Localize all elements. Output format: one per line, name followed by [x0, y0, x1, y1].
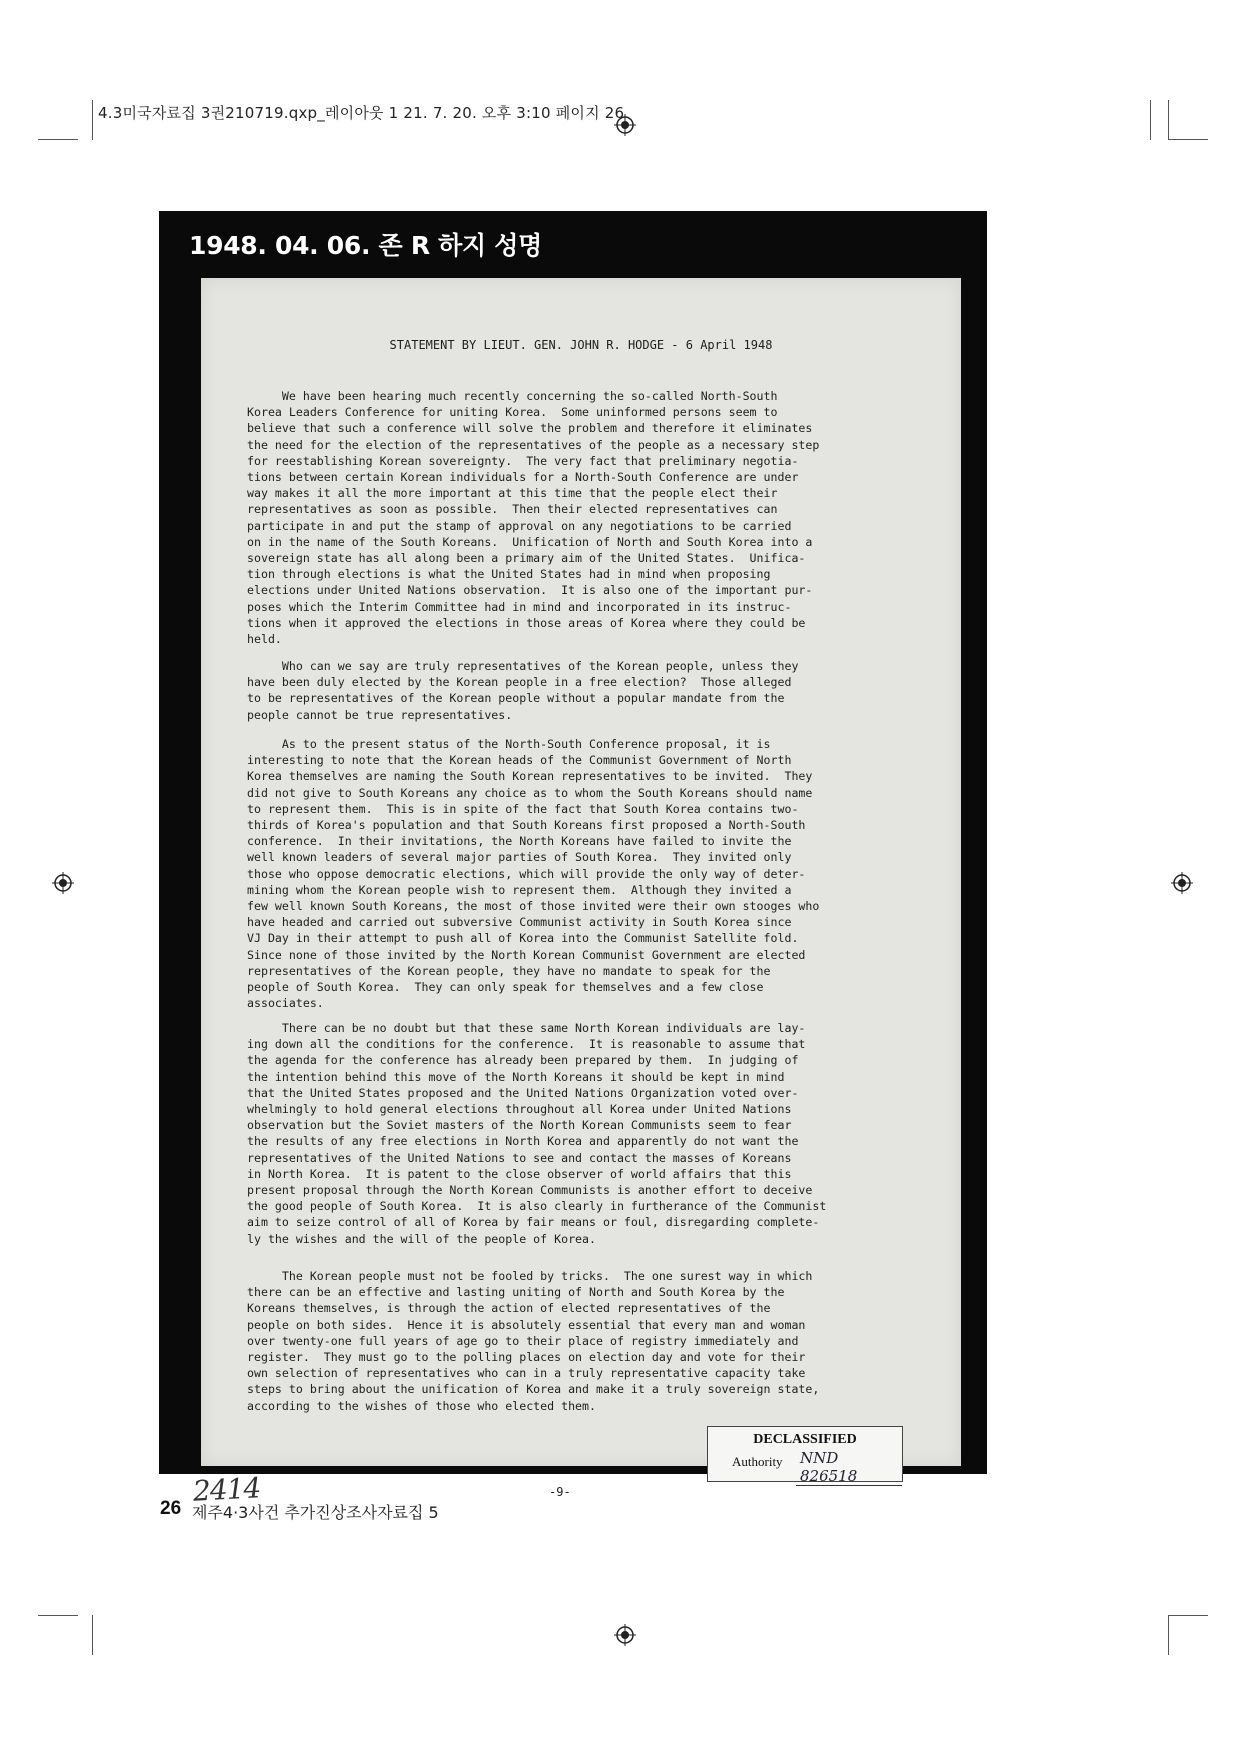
- stamp-authority-value: NND 826518: [796, 1449, 902, 1486]
- frame-title: 1948. 04. 06. 존 R 하지 성명: [189, 231, 542, 260]
- crop-mark-top-left-v: [92, 100, 93, 140]
- scanned-document: [192, 278, 961, 1508]
- declassified-stamp: [707, 1426, 903, 1485]
- crop-mark-bottom-right-h: [1168, 1615, 1208, 1616]
- crop-mark-top-right-v: [1150, 100, 1151, 140]
- paragraph-1: We have been hearing much recently concerning the so-called North-South Korea Leaders Conference for uniting Korea. Some uninformed persons seem to believe that such a conference will solve the problem and therefore it eliminates the need for the election of the representatives of the people as a necessary step for reestablishing Korean sovereignty. The very fact that preliminary negotia- tions between certain Korean individuals for a North-South Conference are under way makes it all the more important at this time that the people elect their representatives as soon as possible. Then their elected representatives can participate in and put the stamp of approval on any negotiations to be carried on in the name of the South Koreans. Unification of North and South Korea into a sovereign state has all along been a primary aim of the United States. Unifica- tion through elections is what the United States had in mind when proposing elections under United Nations observation. It is also one of the important pur- poses which the Interim Committee had in mind and incorporated in its instruc- tions when it approved the elections in those areas of Korea where they could be held.: [247, 389, 820, 647]
- crop-mark-bottom-left-h: [38, 1615, 78, 1616]
- document-page-number: -9-: [549, 1485, 571, 1499]
- registration-mark-icon: [52, 872, 74, 894]
- registration-mark-icon: [1171, 872, 1193, 894]
- stamp-authority-label: Authority: [732, 1454, 783, 1469]
- document-title: STATEMENT BY LIEUT. GEN. JOHN R. HODGE - 6 April 1948: [389, 338, 773, 352]
- print-slug: 4.3미국자료집 3권210719.qxp_레이아웃 1 21. 7. 20. 오후 3:10 페이지 26: [98, 104, 625, 122]
- crop-mark-top-right-v2: [1168, 100, 1169, 140]
- footer-page-number: 26: [160, 1498, 182, 1519]
- paragraph-5: The Korean people must not be fooled by tricks. The one surest way in which there can be an effective and lasting uniting of North and South Korea by the Koreans themselves, is through the action of elected representatives of the people on both sides. Hence it is absolutely essential that every man and woman over twenty-one full years of age go to their place of registry immediately and register. They must go to the polling places on election day and vote for their own selection of representatives who can in a truly representative capacity take steps to bring about the unification of Korea and make it a truly sovereign state, according to the wishes of those who elected them.: [247, 1269, 820, 1413]
- document-frame: [159, 211, 987, 1508]
- crop-mark-bottom-left-v: [92, 1615, 93, 1655]
- crop-mark-bottom-right-v: [1168, 1615, 1169, 1655]
- paragraph-2: Who can we say are truly representatives of the Korean people, unless they have been duly elected by the Korean people in a free election? Those alleged to be representatives of the Korean people without a popular mandate from the people cannot be true representatives.: [247, 659, 799, 722]
- crop-mark-top-left-h: [38, 139, 78, 140]
- registration-mark-icon: [614, 114, 636, 136]
- paragraph-3: As to the present status of the North-South Conference proposal, it is interesting to note that the Korean heads of the Communist Government of North Korea themselves are naming the South Korean representatives to be invited. They did not give to South Koreans any choice as to whom the South Koreans should name to represent them. This is in spite of the fact that South Korea contains two- thirds of Korea's population and that South Koreans first proposed a North-South conference. In their invitations, the North Koreans have failed to invite the well known leaders of several major parties of South Korea. They invited only those who oppose democratic elections, which will provide the only way of deter- mining whom the Korean people wish to represent them. Although they invited a few well known South Koreans, the most of those invited were their own stooges who have headed and carried out subversive Communist activity in South Korea since VJ Day in their attempt to push all of Korea into the Communist Satellite fold. Since none of those invited by the North Korean Communist Government are elected representatives of the Korean people, they have no mandate to speak for the people of South Korea. They can only speak for themselves and a few close associates.: [247, 737, 820, 1011]
- crop-mark-top-right-h: [1168, 139, 1208, 140]
- registration-mark-icon: [614, 1624, 636, 1646]
- stamp-title: DECLASSIFIED: [753, 1432, 857, 1447]
- handwritten-number: 2414: [192, 1471, 262, 1508]
- footer-book-title: 제주4·3사건 추가진상조사자료집 5: [192, 1503, 439, 1522]
- paragraph-4: There can be no doubt but that these same North Korean individuals are lay- ing down all the conditions for the conference. It is reasonable to assume that the agenda for the conference has already been prepared by them. In judging of the intention behind this move of the North Koreans it should be kept in mind that the United States proposed and the United Nations Organization voted over- whelmingly to hold general elections throughout all Korea under United Nations observation but the Soviet masters of the North Korean Communists seem to fear the results of any free elections in North Korea and apparently do not want the representatives of the United Nations to see and contact the masses of Koreans in North Korea. It is patent to the close observer of world affairs that this present proposal through the North Korean Communists is another effort to deceive the good people of South Korea. It is also clearly in furtherance of the Communist aim to seize control of all of Korea by fair means or foul, disregarding complete- ly the wishes and the will of the people of Korea.: [247, 1021, 827, 1246]
